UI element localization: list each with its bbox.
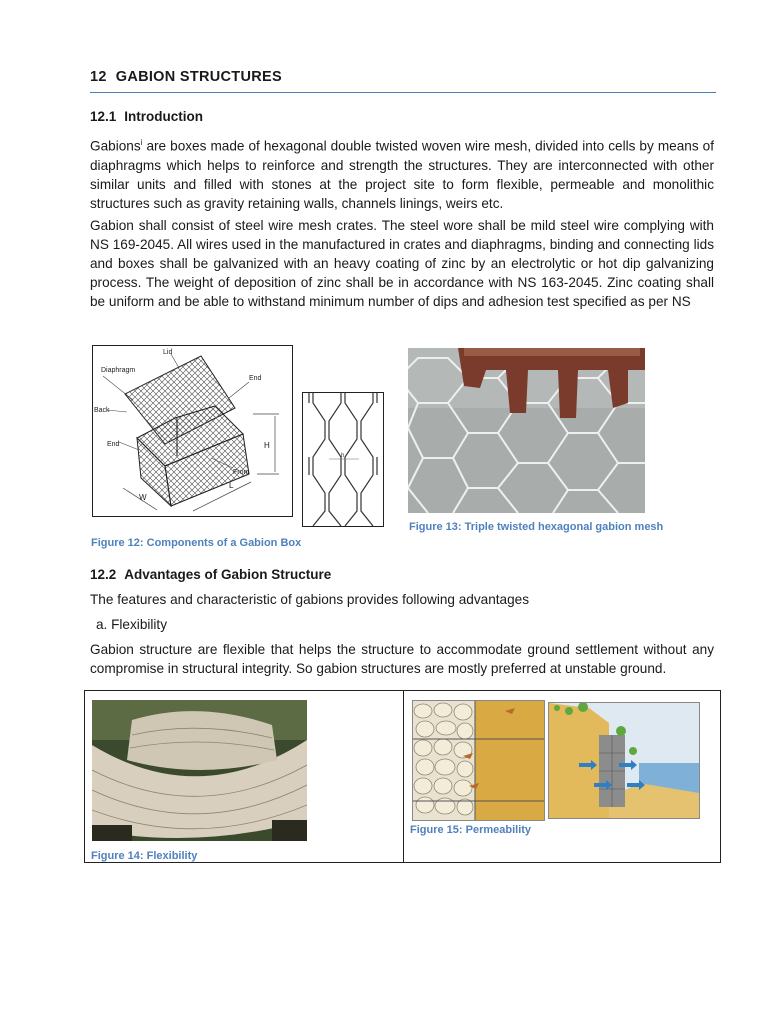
footnote-marker[interactable]: i bbox=[140, 138, 143, 147]
gabion-mesh-photo bbox=[408, 348, 645, 513]
gabion-box-diagram bbox=[92, 345, 293, 517]
subsection-title: Introduction bbox=[124, 109, 204, 124]
table-divider bbox=[403, 691, 404, 862]
subsection-heading-advantages bbox=[90, 567, 331, 582]
hexagonal-mesh-detail bbox=[302, 392, 384, 527]
subsection-title: Advantages of Gabion Structure bbox=[124, 567, 332, 582]
label-end-top: End bbox=[249, 375, 262, 382]
label-end-left: End bbox=[107, 441, 120, 448]
label-lid: Lid bbox=[163, 349, 173, 356]
intro-paragraph-1 bbox=[90, 133, 714, 213]
label-length: L bbox=[229, 481, 234, 490]
figure-13-caption: Figure 13: Triple twisted hexagonal gabion mesh bbox=[409, 521, 664, 533]
figure-table bbox=[84, 690, 721, 863]
advantage-item-flexibility: a. Flexibility bbox=[96, 617, 168, 632]
figure-12-caption: Figure 12: Components of a Gabion Box bbox=[91, 537, 302, 549]
advantages-intro: The features and characteristic of gabions provides following advantages bbox=[90, 592, 530, 607]
subsection-heading-intro bbox=[90, 109, 203, 124]
intro-paragraph-1-text: are boxes made of hexagonal double twisted woven wire mesh, divided into cells by means of diaphragms which helps to reinforce and strength the structures. They are interconnected with other similar units and filled with stones at the project site to form flexible, permeable and monolithic structures such as gravity retaining walls, channels linings, weirs etc. bbox=[90, 138, 714, 211]
intro-word: Gabions bbox=[90, 138, 141, 154]
section-title: GABION STRUCTURES bbox=[115, 69, 282, 85]
label-width: W bbox=[139, 493, 147, 502]
subsection-number: 12.1 bbox=[90, 109, 117, 124]
section-number: 12 bbox=[90, 69, 107, 85]
label-back: Back bbox=[94, 407, 110, 414]
section-heading bbox=[90, 69, 716, 93]
flexibility-paragraph: Gabion structure are flexible that helps the structure to accommodate ground settlement without any compromise in structural integrity. So gabion structures are mostly preferred at unstable ground. bbox=[90, 642, 714, 676]
label-height: H bbox=[264, 441, 270, 450]
intro-paragraph-2: Gabion shall consist of steel wire mesh crates. The steel wore shall be mild steel wire complying with NS 169-2045. All wires used in the manufactured in crates and diaphragms, binding and connecting lids and boxes shall be galvanized with an heavy coating of zinc by an electrolytic or hot dip galvanizing process. The weight of deposition of zinc shall be in accordance with NS 163-2045. Zinc coating shall be uniform and be able to withstand minimum number of dips and adhesion test specified as per NS bbox=[90, 218, 714, 309]
figure-14-caption: Figure 14: Flexibility bbox=[91, 850, 198, 862]
figure-15-caption: Figure 15: Permeability bbox=[410, 824, 532, 836]
flexibility-photo bbox=[92, 700, 307, 841]
subsection-number: 12.2 bbox=[90, 567, 117, 582]
permeability-diagram-section bbox=[412, 700, 545, 821]
label-diaphragm: Diaphragm bbox=[101, 367, 136, 374]
label-mesh-h: h bbox=[341, 453, 345, 459]
label-front: Front bbox=[233, 469, 250, 476]
permeability-diagram-slope bbox=[548, 702, 700, 819]
